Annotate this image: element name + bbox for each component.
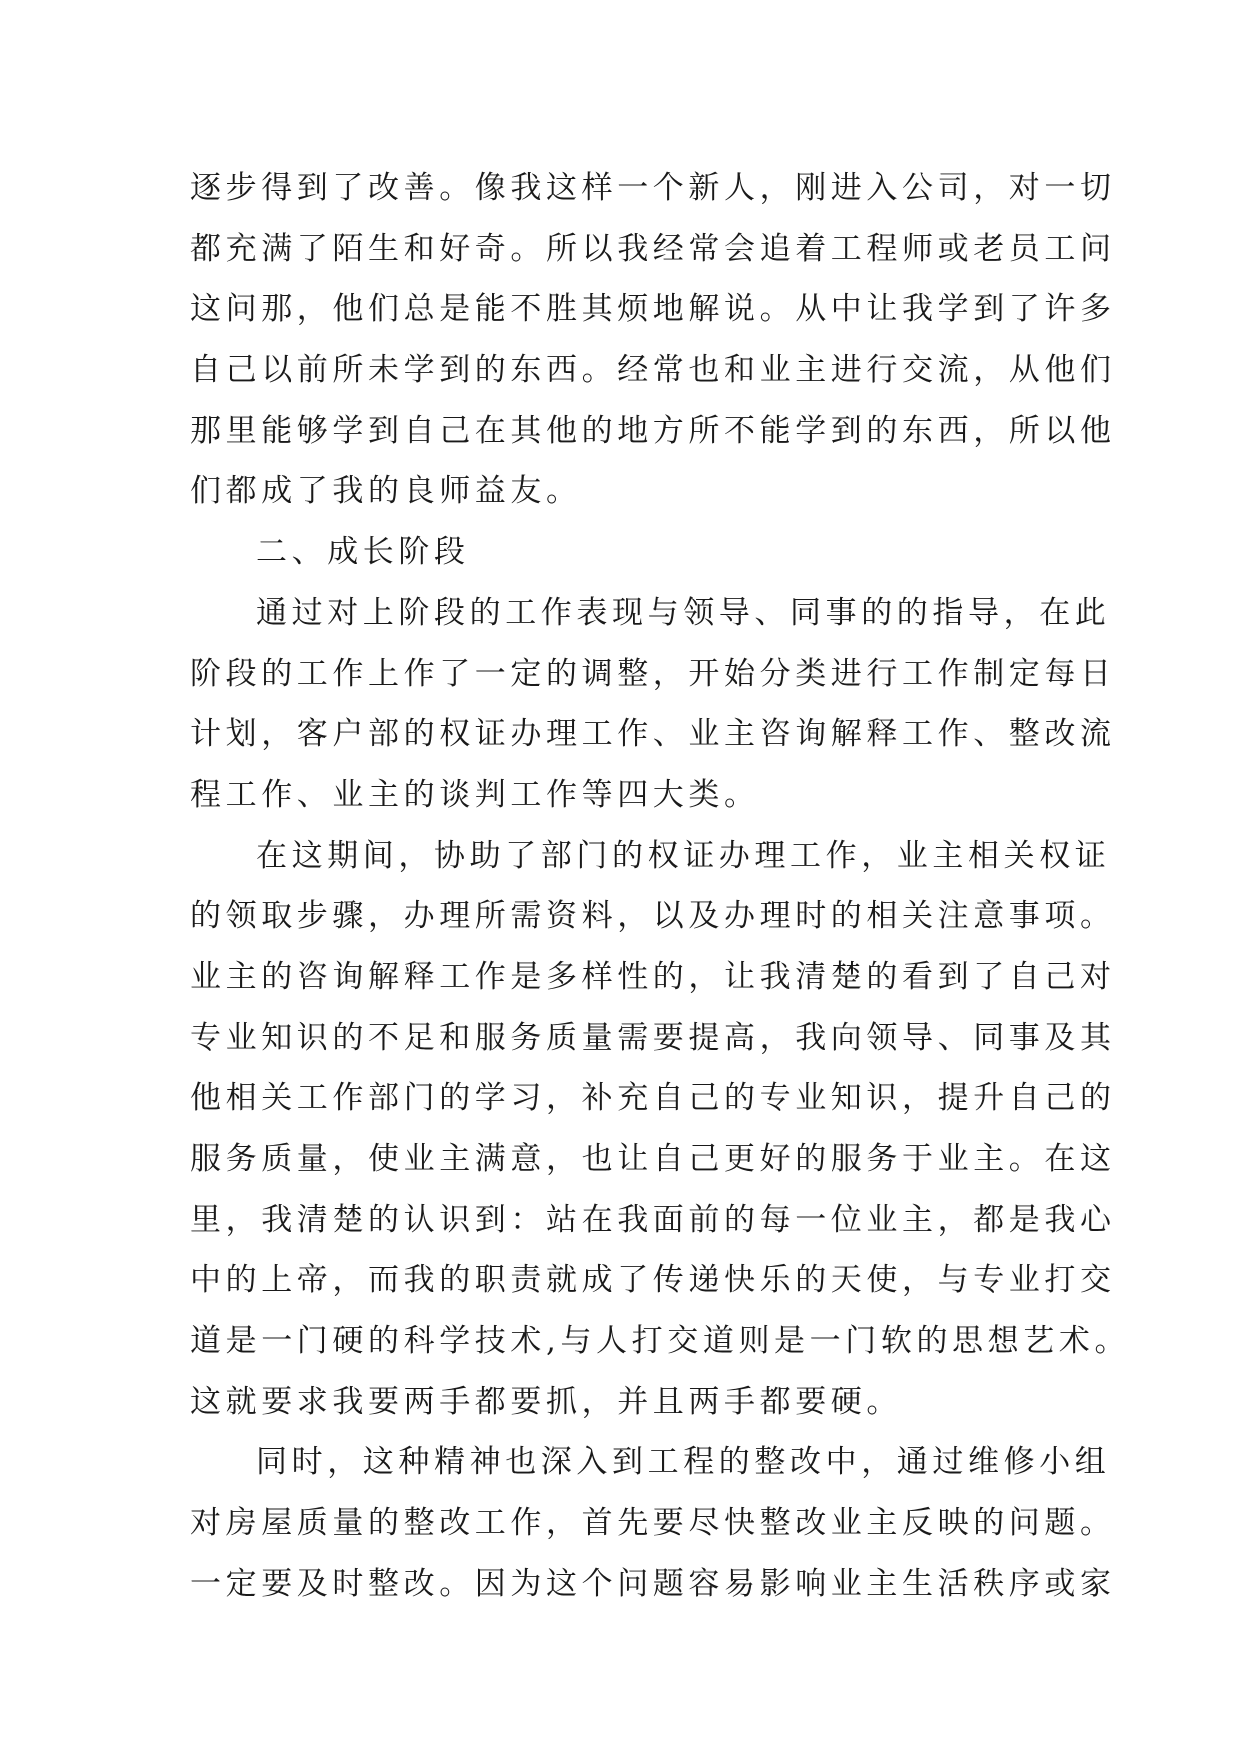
- text-line: 道是一门硬的科学技术,与人打交道则是一门软的思想艺术。: [190, 1323, 1131, 1360]
- text-line: 自己以前所未学到的东西。经常也和业主进行交流，从他们: [190, 352, 1116, 389]
- text-line: 对房屋质量的整改工作，首先要尽快整改业主反映的问题。: [190, 1505, 1116, 1542]
- text-line: 业主的咨询解释工作是多样性的，让我清楚的看到了自己对: [190, 958, 1116, 995]
- text-line: 程工作、业主的谈判工作等四大类。: [190, 776, 760, 813]
- text-line: 的领取步骤，办理所需资料，以及办理时的相关注意事项。: [190, 898, 1116, 935]
- text-line: 中的上帝，而我的职责就成了传递快乐的天使，与专业打交: [190, 1262, 1116, 1299]
- text-line: 都充满了陌生和好奇。所以我经常会追着工程师或老员工问: [190, 230, 1116, 267]
- text-line: 这就要求我要两手都要抓，并且两手都要硬。: [190, 1383, 902, 1420]
- text-line: 那里能够学到自己在其他的地方所不能学到的东西，所以他: [190, 412, 1116, 449]
- text-line: 一定要及时整改。因为这个问题容易影响业主生活秩序或家: [190, 1565, 1116, 1602]
- text-line: 服务质量，使业主满意，也让自己更好的服务于业主。在这: [190, 1141, 1116, 1177]
- text-line: 里，我清楚的认识到：站在我面前的每一位业主，都是我心: [190, 1201, 1116, 1238]
- text-line: 在这期间，协助了部门的权证办理工作，业主相关权证: [256, 837, 1111, 874]
- text-line: 们都成了我的良师益友。: [190, 473, 582, 510]
- body-text: [190, 158, 1131, 1615]
- text-line: 阶段的工作上作了一定的调整，开始分类进行工作制定每日: [190, 655, 1116, 692]
- section-heading: 二、成长阶段: [256, 534, 470, 571]
- text-line: 专业知识的不足和服务质量需要提高，我向领导、同事及其: [190, 1019, 1116, 1056]
- text-line: 计划，客户部的权证办理工作、业主咨询解释工作、整改流: [190, 716, 1116, 753]
- text-line: 同时，这种精神也深入到工程的整改中，通过维修小组: [256, 1444, 1111, 1481]
- text-line: 他相关工作部门的学习，补充自己的专业知识，提升自己的: [190, 1080, 1116, 1117]
- text-line: 通过对上阶段的工作表现与领导、同事的的指导，在此: [256, 594, 1111, 631]
- text-line: 这问那，他们总是能不胜其烦地解说。从中让我学到了许多: [190, 291, 1116, 328]
- text-line: 逐步得到了改善。像我这样一个新人，刚进入公司，对一切: [190, 170, 1116, 206]
